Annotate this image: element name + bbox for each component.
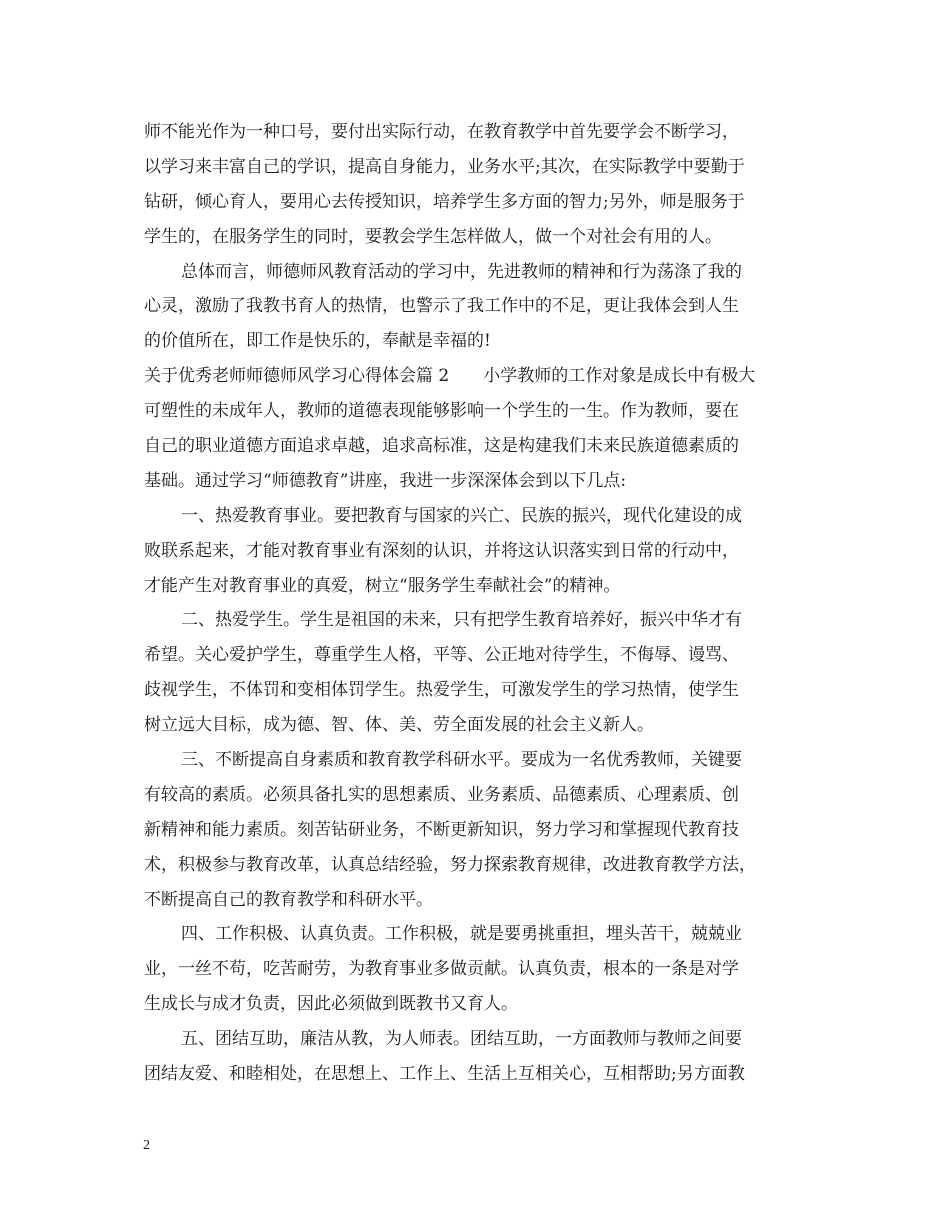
text-line: 钻研，倾心育人，要用心去传授知识，培养学生多方面的智力;另外，师是服务于 <box>144 191 745 212</box>
text-line: 心灵，激励了我教书育人的热情，也警示了我工作中的不足，更让我体会到人生 <box>144 296 739 317</box>
paragraph-first-line: 三、不断提高自身素质和教育教学科研水平。要成为一名优秀教师，关键要 <box>181 750 742 771</box>
text-line: 可塑性的未成年人，教师的道德表现能够影响一个学生的一生。作为教师，要在 <box>144 401 739 422</box>
text-line: 基础。通过学习“师德教育”讲座，我进一步深深体会到以下几点: <box>144 470 627 491</box>
page-number: 2 <box>143 1138 150 1153</box>
paragraph-first-line: 二、热爱学生。学生是祖国的未来，只有把学生教育培养好，振兴中华才有 <box>181 610 742 631</box>
text-line: 新精神和能力素质。刻苦钻研业务，不断更新知识，努力学习和掌握现代教育技 <box>144 819 739 840</box>
section-heading-line: 关于优秀老师师德师风学习心得体会篇 2 小学教师的工作对象是成长中有极大 <box>144 366 756 387</box>
text-line: 术，积极参与教育改革，认真总结经验，努力探索教育规律，改进教育教学方法， <box>144 854 756 875</box>
text-line: 希望。关心爱护学生，尊重学生人格，平等、公正地对待学生，不侮辱、谩骂、 <box>144 645 739 666</box>
text-line: 学生的，在服务学生的同时，要教会学生怎样做人，做一个对社会有用的人。 <box>144 226 722 247</box>
text-line: 自己的职业道德方面追求卓越，追求高标准，这是构建我们未来民族道德素质的 <box>144 436 739 457</box>
text-line: 败联系起来，才能对教育事业有深刻的认识，并将这认识落实到日常的行动中， <box>144 540 739 561</box>
text-line: 以学习来丰富自己的学识，提高自身能力，业务水平;其次，在实际教学中要勤于 <box>144 156 745 177</box>
text-line: 业，一丝不苟，吃苦耐劳，为教育事业多做贡献。认真负责，根本的一条是对学 <box>144 959 739 980</box>
text-line: 不断提高自己的教育教学和科研水平。 <box>144 889 433 910</box>
text-line: 的价值所在，即工作是快乐的，奉献是幸福的! <box>144 331 491 352</box>
text-line: 团结友爱、和睦相处，在思想上、工作上、生活上互相关心，互相帮助;另方面教 <box>144 1064 745 1085</box>
text-line: 树立远大目标，成为德、智、体、美、劳全面发展的社会主义新人。 <box>144 715 654 736</box>
paragraph-first-line: 五、团结互助，廉洁从教，为人师表。团结互助，一方面教师与教师之间要 <box>181 1029 742 1050</box>
text-line: 才能产生对教育事业的真爱，树立“服务学生奉献社会”的精神。 <box>144 575 621 596</box>
paragraph-first-line: 四、工作积极、认真负责。工作积极，就是要勇挑重担，埋头苦干，兢兢业 <box>181 924 742 945</box>
text-line: 有较高的素质。必须具备扎实的思想素质、业务素质、品德素质、心理素质、创 <box>144 784 739 805</box>
paragraph-first-line: 总体而言，师德师风教育活动的学习中，先进教师的精神和行为荡涤了我的 <box>181 261 742 282</box>
text-line: 师不能光作为一种口号，要付出实际行动，在教育教学中首先要学会不断学习， <box>144 122 739 142</box>
text-line: 歧视学生，不体罚和变相体罚学生。热爱学生，可激发学生的学习热情，使学生 <box>144 680 739 701</box>
paragraph-first-line: 一、热爱教育事业。要把教育与国家的兴亡、民族的振兴，现代化建设的成 <box>181 505 742 526</box>
document-body <box>144 115 824 1092</box>
text-line: 生成长与成才负责，因此必须做到既教书又育人。 <box>144 994 518 1015</box>
